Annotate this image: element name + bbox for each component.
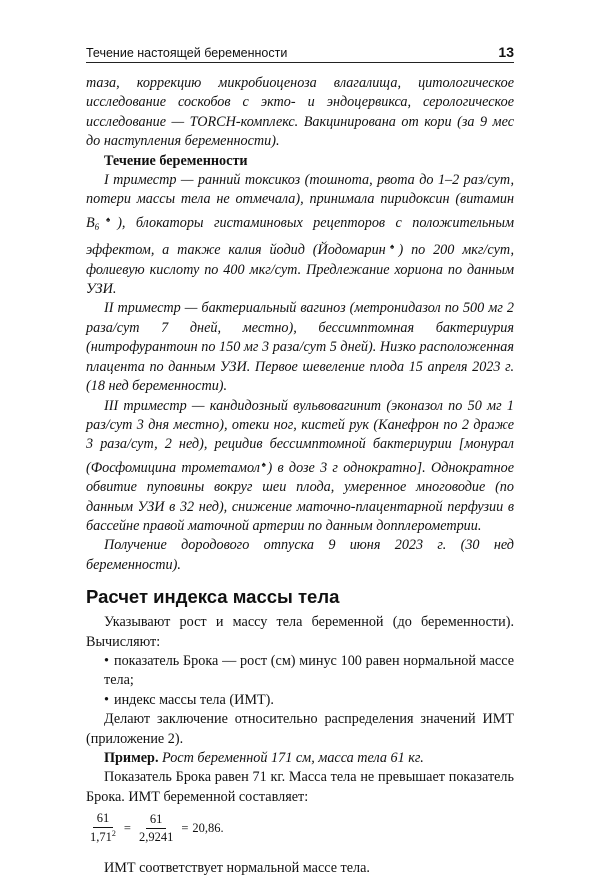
section-heading-bmi: Расчет индекса массы тела (86, 586, 340, 608)
bullet-item-bmi (86, 691, 514, 710)
denominator-1 (86, 828, 120, 845)
denominator-1-base: 1,71 (90, 830, 112, 845)
denominator-1-exponent: 2 (111, 829, 116, 839)
header-rule (86, 62, 514, 63)
bullet-icon: • (104, 691, 109, 708)
example-text: Рост беременной 171 см, масса тела 61 кг. (162, 750, 424, 766)
bullet-item-broca (86, 652, 514, 691)
running-header (86, 38, 514, 60)
example-label: Пример. (104, 750, 159, 766)
fraction-1 (86, 811, 120, 845)
spade-mark-icon: ♠ (259, 459, 268, 469)
paragraph-bmi-intro: Указывают рост и массу тела беременной (до беременности). Вычисляют: (86, 614, 514, 650)
page-number: 13 (498, 44, 514, 60)
paragraph-trimester-2: II триместр — бактериальный вагиноз (метронидазол по 500 мг 2 раза/сут 7 дней, местно), бессимптомная бактериурия (нитрофурантоин по 150 мг 3 раза/сут 5 дней). Низко расположенная плацента по данным УЗИ. Первое шевеление плода 15 апреля 2023 г. (18 нед беременности). (86, 300, 514, 395)
subscript-6: 6 (94, 221, 100, 232)
denominator-2: 2,9241 (138, 829, 174, 844)
equals-sign: = (123, 820, 131, 835)
equals-sign: = (181, 820, 189, 835)
bullet-icon: • (104, 652, 109, 669)
running-title: Течение настоящей беременности (86, 46, 288, 60)
formula-result: 20,86. (192, 820, 224, 835)
page-body (86, 74, 514, 879)
paragraph-example (86, 749, 514, 768)
text-segment: I триместр — ранний токсикоз (тошнота, рвота до 1–2 раз/сут, потери массы тела не отмечала), принимала пиридоксин (витамин B (86, 172, 514, 231)
paragraph-trimester-1 (86, 171, 514, 299)
bullet-text: индекс массы тела (ИМТ). (114, 691, 274, 708)
numerator-2: 61 (146, 812, 167, 829)
text-segment: III триместр — кандидозный вульвовагинит (эконазол по 50 мг 1 раз/сут 3 дня местно), отеки ног, кистей рук (Канефрон по 2 драже 3 раза/сут, 2 нед), рецидив бессимптомной бактериурии [монурал (Фосфомицина трометамол (86, 397, 514, 476)
paragraph-bmi-conclusion: ИМТ соответствует нормальной массе тела. (104, 860, 370, 877)
paragraph-maternity-leave: Получение дородового отпуска 9 июня 2023 г. (30 нед беременности). (86, 537, 514, 573)
paragraph-intro: таза, коррекцию микробиоценоза влагалища, цитологическое исследование соскобов с экто- и эндоцервикса, серологическое исследование — TORCH-комплекс. Вакцинирована от кори (за 9 мес до наступления беременности). (86, 75, 514, 150)
paragraph-broca-result: Показатель Брока равен 71 кг. Масса тела не превышает показатель Брока. ИМТ беременной составляет: (86, 769, 514, 805)
paragraph-trimester-3 (86, 397, 514, 537)
paragraph-conclusion-instruction: Делают заключение относительно распределения значений ИМТ (приложение 2). (86, 711, 514, 747)
numerator-1: 61 (93, 811, 114, 828)
spade-mark-icon: ♠ (99, 214, 118, 224)
bullet-text: показатель Брока — рост (см) минус 100 равен нормальной массе тела; (104, 652, 514, 689)
fraction-2 (135, 812, 177, 845)
subheading-pregnancy-course: Течение беременности (104, 152, 248, 169)
bmi-formula (86, 811, 514, 845)
spade-mark-icon: ♠ (385, 242, 399, 252)
text-segment: ), блокаторы гистаминовых рецепторов с положительным эффектом, а также калия йодид (Йодомарин (86, 214, 514, 259)
text-segment: ) в дозе 3 г однократно]. Однократное обвитие пуповины вокруг шеи плода, умеренное многоводие (по данным УЗИ в 32 нед), снижение маточно-плацентарной перфузии в бассейне правой маточной артерии по данным допплерометрии. (86, 459, 515, 534)
text-segment: ) по 200 мкг/сут, фолиевую кислоту по 400 мкг/сут. Предлежание хориона по данным УЗИ. (86, 242, 515, 298)
